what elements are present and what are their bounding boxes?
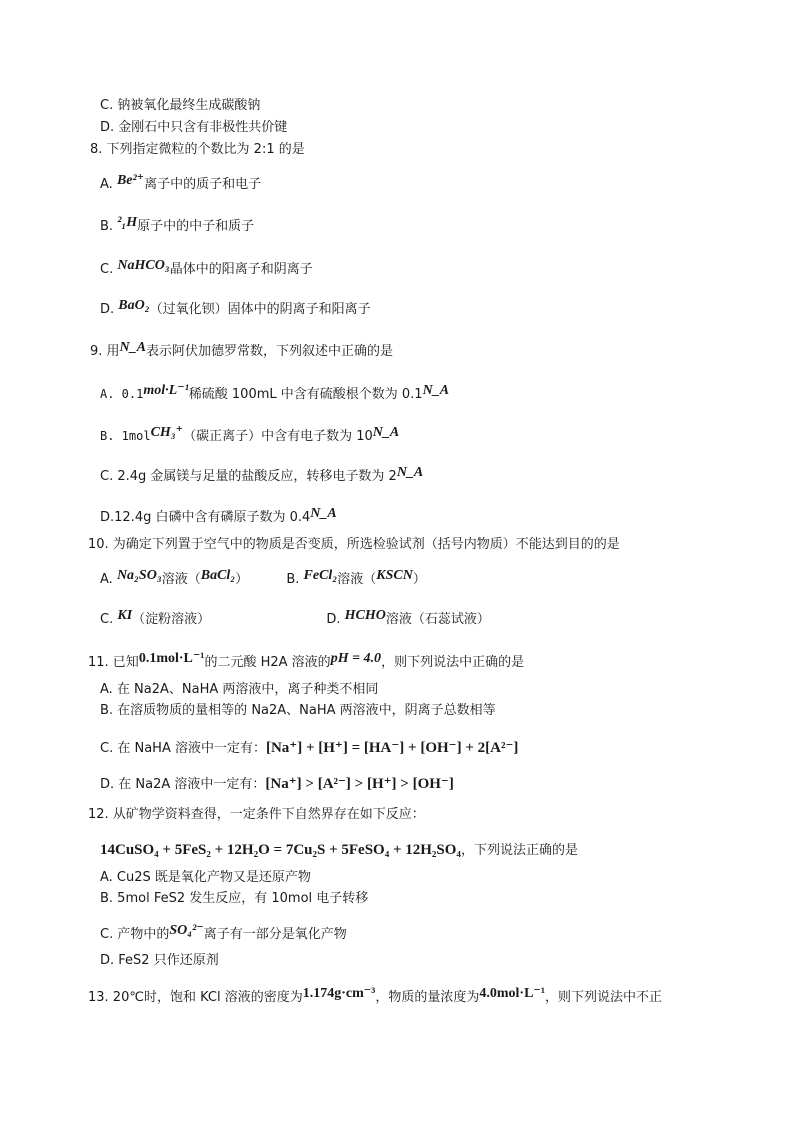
q10-option-row-1 xyxy=(100,568,426,588)
option-text: 离子有一部分是氧化产物 xyxy=(203,927,347,942)
option-label: C. xyxy=(100,262,114,277)
chem-formula: BaO₂ xyxy=(118,298,150,313)
stem-text: 9. 用 xyxy=(90,344,120,359)
conc-formula: 4.0mol·L⁻¹ xyxy=(479,986,546,1001)
chem-formula: NaHCO₃ xyxy=(117,258,170,273)
q11-option-a: A. 在 Na2A、NaHA 两溶液中，离子种类不相同 xyxy=(100,682,379,697)
option-text: ） xyxy=(412,572,426,587)
option-text: 原子中的中子和质子 xyxy=(137,219,255,234)
avogadro-symbol: N_A xyxy=(422,383,450,398)
stem-text: ，则下列说法中不正 xyxy=(545,990,663,1005)
inequality-formula: [Na⁺] > [A²⁻] > [H⁺] > [OH⁻] xyxy=(265,776,454,792)
q8-option-b xyxy=(100,215,255,235)
option-label: B. xyxy=(100,219,114,234)
q11-option-d xyxy=(100,776,454,793)
q8-option-c xyxy=(100,258,313,278)
ph-formula: pH = 4.0 xyxy=(330,651,382,666)
ion-formula: SO₄²⁻ xyxy=(169,923,204,938)
q10-option-row-2 xyxy=(100,608,490,628)
q8-option-d xyxy=(100,298,371,318)
q9-option-c xyxy=(100,465,424,485)
q9-option-a xyxy=(100,383,450,403)
option-text: （碳正离子）中含有电子数为 10 xyxy=(183,429,373,444)
option-text: A. 0.1 xyxy=(100,387,144,401)
option-text: 溶液（石蕊试液） xyxy=(385,612,490,627)
q9-option-d xyxy=(100,506,337,526)
chem-formula: ²₁H xyxy=(117,215,138,230)
option-label: A. xyxy=(100,177,113,192)
option-text: C. 在 NaHA 溶液中一定有： xyxy=(100,741,266,756)
chem-formula: CH₃⁺ xyxy=(150,425,184,440)
q12-equation-line xyxy=(100,842,578,859)
q9-stem xyxy=(90,340,394,360)
option-label: A. xyxy=(100,572,113,587)
stem-text: ，则下列说法中正确的是 xyxy=(381,655,525,670)
stem-text: 表示阿伏加德罗常数，下列叙述中正确的是 xyxy=(146,344,394,359)
q7-option-c: C. 钠被氧化最终生成碳酸钠 xyxy=(100,98,261,113)
reaction-equation: 14CuSO₄ + 5FeS₂ + 12H₂O = 7Cu₂S + 5FeSO₄ + 12H₂SO₄ xyxy=(100,842,461,858)
avogadro-symbol: N_A xyxy=(310,506,337,521)
option-text: C. 2.4g 金属镁与足量的盐酸反应，转移电子数为 2 xyxy=(100,469,397,484)
q12-stem: 12. 从矿物学资料查得，一定条件下自然界存在如下反应： xyxy=(88,807,425,822)
stem-text: 13. 20℃时，饱和 KCl 溶液的密度为 xyxy=(88,990,303,1005)
option-label: D. xyxy=(100,302,115,317)
chem-formula: HCHO xyxy=(344,608,386,623)
q12-option-c xyxy=(100,923,347,943)
equilibrium-formula: [Na⁺] + [H⁺] = [HA⁻] + [OH⁻] + 2[A²⁻] xyxy=(265,740,519,756)
q11-option-b: B. 在溶质物质的量相等的 Na2A、NaHA 两溶液中，阴离子总数相等 xyxy=(100,703,496,718)
option-text: 溶液（ xyxy=(337,572,377,587)
reagent-formula: KSCN xyxy=(376,568,413,583)
option-label: C. xyxy=(100,612,114,627)
stem-text: 的二元酸 H2A 溶液的 xyxy=(204,655,331,670)
q13-stem xyxy=(88,986,663,1006)
option-text: （淀粉溶液） xyxy=(132,612,211,627)
option-text: D. 在 Na2A 溶液中一定有： xyxy=(100,777,266,792)
option-text: C. 产物中的 xyxy=(100,927,170,942)
option-label: D. xyxy=(326,612,341,627)
chem-formula: FeCl₂ xyxy=(303,568,338,583)
option-text: ） xyxy=(235,572,249,587)
chem-formula: KI xyxy=(117,608,133,623)
chem-formula: Na₂SO₃ xyxy=(116,568,162,583)
q11-stem xyxy=(88,651,525,671)
option-text: 晶体中的阳离子和阴离子 xyxy=(169,262,313,277)
density-formula: 1.174g·cm⁻³ xyxy=(302,986,376,1001)
q7-option-d: D. 金刚石中只含有非极性共价键 xyxy=(100,120,288,135)
stem-text: ，物质的量浓度为 xyxy=(375,990,480,1005)
avogadro-symbol: N_A xyxy=(396,465,424,480)
q12-option-d: D. FeS2 只作还原剂 xyxy=(100,953,219,968)
option-text: B. 1mol xyxy=(100,429,151,443)
q11-option-c xyxy=(100,740,518,757)
chem-formula: Be²⁺ xyxy=(116,173,145,188)
stem-text: 11. 已知 xyxy=(88,655,139,670)
option-text: D.12.4g 白磷中含有磷原子数为 0.4 xyxy=(100,510,311,525)
option-text: 稀硫酸 100mL 中含有硫酸根个数为 0.1 xyxy=(188,387,423,402)
avogadro-symbol: N_A xyxy=(372,425,400,440)
option-text: 溶液（ xyxy=(161,572,201,587)
stem-text: ，下列说法正确的是 xyxy=(460,843,578,858)
option-label: B. xyxy=(286,572,300,587)
q12-option-a: A. Cu2S 既是氧化产物又是还原产物 xyxy=(100,870,311,885)
unit-formula: mol·L⁻¹ xyxy=(143,383,189,398)
q8-option-a xyxy=(100,173,262,193)
q10-stem: 10. 为确定下列置于空气中的物质是否变质，所选检验试剂（括号内物质）不能达到目的的是 xyxy=(88,537,620,552)
reagent-formula: BaCl₂ xyxy=(200,568,236,583)
q8-stem: 8. 下列指定微粒的个数比为 2:1 的是 xyxy=(90,142,305,157)
avogadro-symbol: N_A xyxy=(119,340,146,355)
q9-option-b xyxy=(100,425,400,445)
q12-option-b: B. 5mol FeS2 发生反应，有 10mol 电子转移 xyxy=(100,891,369,906)
option-text: （过氧化钡）固体中的阴离子和阳离子 xyxy=(149,302,371,317)
conc-formula: 0.1mol·L⁻¹ xyxy=(138,651,205,666)
option-text: 离子中的质子和电子 xyxy=(144,177,262,192)
